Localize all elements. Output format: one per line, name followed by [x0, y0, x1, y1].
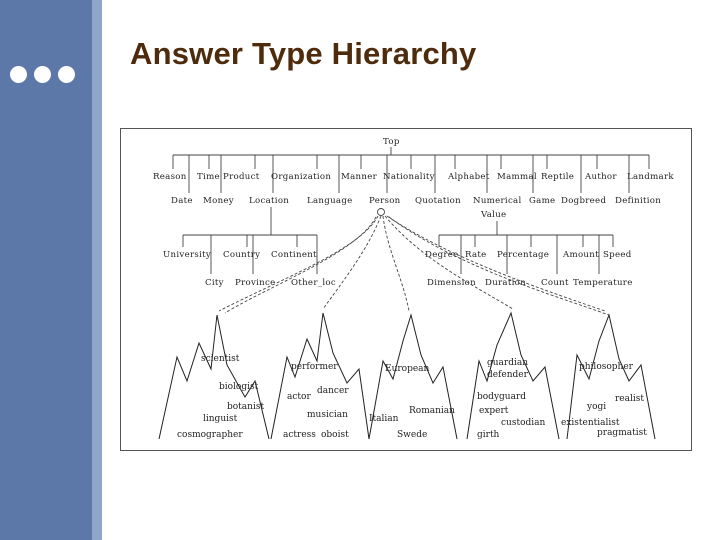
cluster-word: guardian: [487, 358, 529, 368]
node-value: Value: [481, 210, 507, 220]
node-quotation: Quotation: [415, 196, 461, 206]
node-product: Product: [223, 172, 260, 182]
node-landmark: Landmark: [627, 172, 674, 182]
dashed-link: [225, 217, 376, 313]
node-date: Date: [171, 196, 193, 206]
node-person: Person: [369, 196, 401, 206]
node-organization: Organization: [271, 172, 332, 182]
node-percentage: Percentage: [497, 250, 550, 260]
cluster-word: biologist: [219, 382, 259, 392]
bullet-dots: [10, 66, 80, 86]
node-continent: Continent: [271, 250, 317, 260]
node-speed: Speed: [603, 250, 632, 260]
node-money: Money: [203, 196, 234, 206]
node-temperature: Temperature: [573, 278, 633, 288]
node-location: Location: [249, 196, 290, 206]
bullet-dot-icon: [10, 66, 27, 83]
cluster-word: expert: [479, 406, 509, 416]
node-country: Country: [223, 250, 261, 260]
hierarchy-svg: [121, 129, 693, 452]
node-alphabet: Alphabet: [448, 172, 490, 182]
node-language: Language: [307, 196, 353, 206]
dashed-link: [387, 216, 605, 311]
sidebar-edge: [92, 0, 102, 540]
node-nationality: Nationality: [383, 172, 435, 182]
cluster-word: performer: [291, 362, 338, 372]
cluster-word: actor: [287, 392, 311, 402]
cluster-word: dancer: [317, 386, 349, 396]
cluster-word: defender: [487, 370, 528, 380]
cluster-word: linguist: [203, 414, 238, 424]
node-rate: Rate: [465, 250, 487, 260]
node-degree: Degree: [425, 250, 459, 260]
cluster-word: bodyguard: [477, 392, 527, 402]
cluster-word: realist: [615, 394, 644, 404]
cluster-word: scientist: [201, 354, 240, 364]
cluster-word: Swede: [397, 430, 428, 440]
cluster-word: philosopher: [579, 362, 633, 372]
cluster-word: yogi: [587, 402, 607, 412]
cluster-word: Italian: [369, 414, 399, 424]
dashed-link: [323, 216, 381, 309]
dashed-link: [219, 216, 378, 311]
hierarchy-diagram: [120, 128, 692, 451]
dashed-link: [383, 216, 409, 311]
node-author: Author: [585, 172, 617, 182]
bullet-dot-icon: [58, 66, 75, 83]
cluster-mountain: [271, 313, 369, 439]
cluster-word: cosmographer: [177, 430, 243, 440]
cluster-word: oboist: [321, 430, 349, 440]
bullet-dot-icon: [34, 66, 51, 83]
node-game: Game: [529, 196, 556, 206]
node-top: Top: [383, 137, 400, 147]
node-amount: Amount: [563, 250, 599, 260]
node-dogbreed: Dogbreed: [561, 196, 607, 206]
cluster-word: existentialist: [561, 418, 620, 428]
node-dimension: Dimension: [427, 278, 476, 288]
node-count: Count: [541, 278, 569, 288]
cluster-word: botanist: [227, 402, 265, 412]
cluster-word: girth: [477, 430, 500, 440]
node-numerical: Numerical: [473, 196, 522, 206]
node-manner: Manner: [341, 172, 377, 182]
dashed-link: [385, 216, 513, 309]
node-province: Province: [235, 278, 276, 288]
cluster-word: pragmatist: [597, 428, 647, 438]
node-city: City: [205, 278, 224, 288]
node-reason: Reason: [153, 172, 187, 182]
slide-title: Answer Type Hierarchy: [130, 36, 477, 71]
person-node-circle: [378, 209, 385, 216]
cluster-word: European: [385, 364, 430, 374]
node-reptile: Reptile: [541, 172, 575, 182]
cluster-word: Romanian: [409, 406, 455, 416]
cluster-word: musician: [307, 410, 348, 420]
cluster-word: actress: [283, 430, 316, 440]
node-mammal: Mammal: [497, 172, 537, 182]
node-university: University: [163, 250, 212, 260]
node-definition: Definition: [615, 196, 662, 206]
node-time: Time: [197, 172, 220, 182]
node-duration: Duration: [485, 278, 526, 288]
cluster-word: custodian: [501, 418, 546, 428]
node-other-loc: Other_loc: [291, 278, 336, 288]
